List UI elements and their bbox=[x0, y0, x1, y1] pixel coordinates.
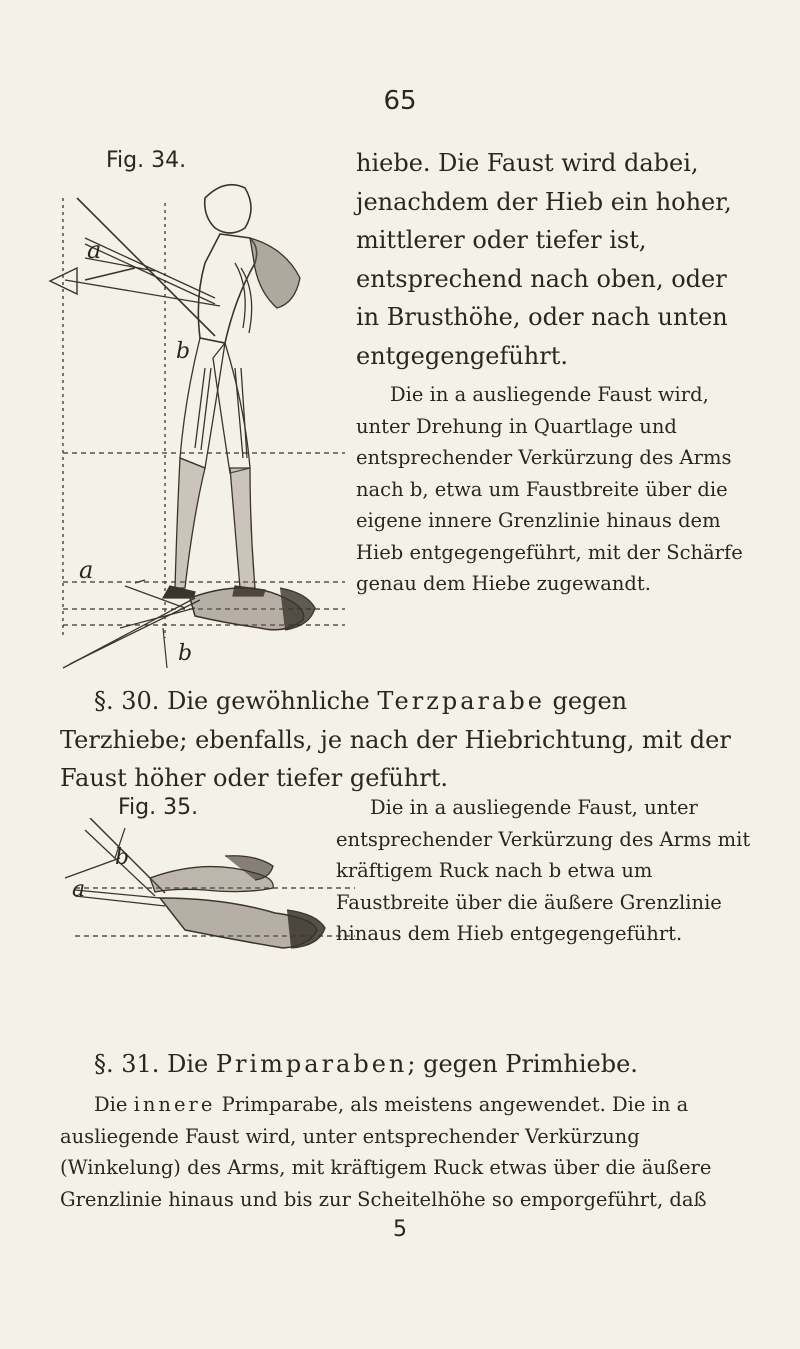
paragraph-innere-primparabe bbox=[60, 1089, 758, 1215]
note-quartlage: Die in a ausliegende Faust wird, unter Drehung in Quartlage und entsprechender Verkürzung des Arms nach b, etwa um Faustbreite über die eigene innere Grenzlinie hinaus dem Hieb entgegengeführt, mit der Schärfe genau dem Hiebe zugewandt. bbox=[356, 383, 743, 595]
fig35-illustration bbox=[55, 818, 355, 953]
fig35-label: Fig. 35. bbox=[118, 795, 199, 820]
fig34-label-b-top: b bbox=[176, 339, 191, 364]
fig34-label-b-bottom: b bbox=[178, 641, 193, 666]
section-30-pre: Die gewöhnliche bbox=[167, 687, 370, 715]
section-30-text: gegen Terzhiebe; ebenfalls, je nach der Hiebrichtung, mit der Faust höher oder tiefer geführt. bbox=[60, 687, 731, 792]
innere-pre: Die bbox=[94, 1093, 128, 1116]
fig34-label-a-top: a bbox=[87, 236, 102, 264]
fig34-label: Fig. 34. bbox=[106, 148, 187, 173]
section-31 bbox=[60, 1045, 758, 1084]
section-30-number: §. 30. bbox=[94, 687, 160, 715]
innere-text: Primparabe, als meistens angewendet. Die in a ausliegende Faust wird, unter entsprechender Verkürzung (Winkelung) des Arms, mit kräftigem Ruck etwas über die äußere Grenzlinie hinaus und bis zur Scheitelhöhe so emporgeführt, daß bbox=[60, 1093, 712, 1211]
section-31-text: ; gegen Primhiebe. bbox=[407, 1050, 638, 1078]
section-31-pre: Die bbox=[167, 1050, 209, 1078]
section-30-term: Terzparabe bbox=[377, 687, 545, 715]
page-number: 65 bbox=[383, 86, 417, 116]
fig34-illustration bbox=[45, 168, 350, 670]
fig34-label-a-bottom: a bbox=[79, 556, 94, 584]
section-31-number: §. 31. bbox=[94, 1050, 160, 1078]
fig35-label-a: a bbox=[72, 877, 86, 902]
section-30 bbox=[60, 682, 758, 798]
paragraph-hiebe: hiebe. Die Faust wird dabei, jenachdem der Hieb ein hoher, mittlerer oder tiefer ist, entsprechend nach oben, oder in Brusthöhe, oder nach unten entgegengeführt. bbox=[356, 149, 732, 370]
signature-mark: 5 bbox=[393, 1217, 407, 1242]
innere-term: innere bbox=[133, 1093, 216, 1116]
section-31-term: Primparaben bbox=[215, 1050, 408, 1078]
fig35-label-b: b bbox=[115, 845, 130, 870]
note-terzparabe: Die in a ausliegende Faust, unter entsprechender Verkürzung des Arms mit kräftigem Ruck nach b etwa um Faustbreite über die äußere Grenzlinie hinaus dem Hieb entgegengeführt. bbox=[336, 796, 751, 945]
